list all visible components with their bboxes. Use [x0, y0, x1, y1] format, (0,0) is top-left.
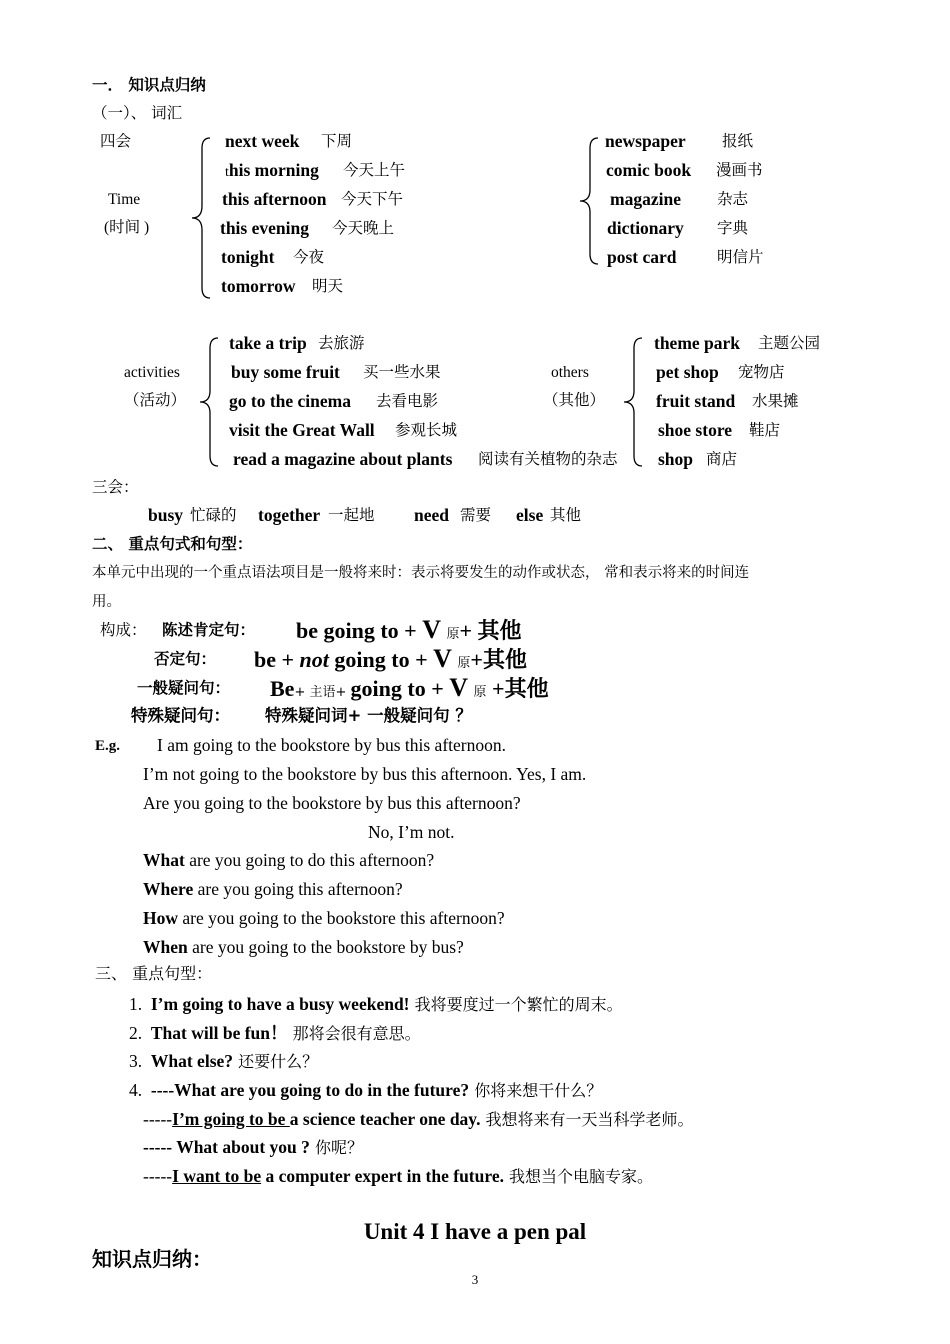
- time-item-cn: 今天晚上: [332, 219, 395, 237]
- sentence-underlined: I’m going to be: [172, 1109, 290, 1129]
- sentence-cn: 你呢？: [309, 1138, 364, 1157]
- activity-item-cn: 阅读有关植物的杂志: [478, 450, 618, 468]
- sentence-en: ----- What about you ?: [143, 1137, 310, 1157]
- page-number: 3: [471, 1272, 479, 1287]
- key-sentence: [129, 1025, 421, 1043]
- key-sentence: [129, 996, 623, 1014]
- wh-rest: are you going to the bookstore this afternoon?: [178, 908, 505, 928]
- time-item-en: tonight: [221, 247, 275, 267]
- sentence-number: 2.: [129, 1023, 143, 1043]
- time-item-cn: 今天下午: [341, 190, 404, 208]
- other-item-cn: 宠物店: [738, 363, 785, 381]
- wh-question-rule: 特殊疑问词+ 一般疑问句 ？: [265, 706, 472, 725]
- sentence-cn: 我想当个电脑专家。: [503, 1167, 654, 1186]
- verb-symbol: V: [433, 644, 452, 673]
- formula-part: going to +: [328, 647, 434, 672]
- not-word: not: [299, 647, 329, 672]
- other-item-en: theme park: [654, 333, 741, 353]
- time-item-cn: 下周: [321, 132, 353, 150]
- section-3-title: 三、 重点句型：: [95, 964, 213, 983]
- formula-part: Be: [270, 676, 295, 701]
- section-2-title: 二、 重点句式和句型：: [92, 535, 253, 553]
- four-skills-label: 四会: [100, 132, 132, 150]
- vocabulary-subtitle: （一）、 词汇: [92, 104, 183, 122]
- time-item-prefix: t: [225, 165, 229, 180]
- three-item-en: together: [258, 505, 321, 525]
- time-item-en: [225, 162, 319, 180]
- dialogue-dash: -----: [143, 1166, 173, 1186]
- activity-item-cn: 去看电影: [376, 392, 439, 410]
- activities-label: activities: [124, 364, 180, 381]
- wh-rest: are you going this afternoon?: [193, 879, 403, 899]
- other-item-en: fruit stand: [656, 391, 736, 411]
- others-label: others: [551, 364, 589, 381]
- negative-formula: [254, 646, 527, 672]
- formula-part: be +: [254, 647, 300, 672]
- unit-subtitle: 知识点归纳：: [92, 1247, 212, 1271]
- key-sentence: [143, 1139, 363, 1157]
- subject-mark: + 主语+: [294, 685, 351, 700]
- base-form-mark: 原: [457, 656, 471, 671]
- other-item-en: shoe store: [658, 420, 733, 440]
- three-skills-label: 三会：: [92, 478, 139, 496]
- sentence-number: 1.: [129, 994, 143, 1014]
- reading-item-en: post card: [607, 247, 677, 267]
- reading-item-cn: 漫画书: [716, 161, 763, 179]
- key-sentence: [129, 1082, 602, 1100]
- other-item-cn: 主题公园: [758, 334, 821, 352]
- other-item-cn: 商店: [706, 450, 738, 468]
- time-brace: [190, 138, 212, 298]
- wh-example: [143, 910, 505, 928]
- formula-part: going to +: [350, 676, 450, 701]
- verb-symbol: V: [422, 615, 441, 644]
- wh-word: How: [143, 908, 178, 928]
- key-sentence: [129, 1053, 318, 1071]
- reading-item-cn: 明信片: [717, 248, 764, 266]
- question-label: 一般疑问句：: [137, 679, 231, 697]
- example-sentence: No, I’m not.: [368, 822, 455, 842]
- base-form-mark: 原: [473, 685, 487, 700]
- reading-item-cn: 杂志: [717, 190, 749, 208]
- wh-rest: are you going to do this afternoon?: [184, 850, 435, 870]
- activities-brace: [198, 338, 220, 466]
- sentence-cn: 你将来想干什么？: [469, 1081, 603, 1100]
- reading-brace: [578, 138, 600, 264]
- wh-rest: are you going to the bookstore by bus?: [187, 937, 464, 957]
- three-item-en: need: [414, 505, 449, 525]
- wh-example: [143, 852, 434, 870]
- sentence-en: a science teacher one day.: [289, 1109, 481, 1129]
- three-item-cn: 一起地: [328, 506, 375, 524]
- activity-item-en: buy some fruit: [231, 362, 340, 382]
- three-item-cn: 需要: [460, 506, 492, 524]
- section-1-title: 一． 知识点归纳: [92, 76, 206, 94]
- formula-part: +其他: [470, 647, 527, 672]
- time-item-cn: 今天上午: [343, 161, 406, 179]
- reading-item-en: newspaper: [605, 131, 686, 151]
- dialogue-dash: -----: [143, 1109, 173, 1129]
- affirmative-label: 陈述肯定句：: [162, 621, 256, 639]
- three-item-en: else: [516, 505, 544, 525]
- time-item-en: this afternoon: [222, 189, 327, 209]
- activity-item-en: take a trip: [229, 333, 307, 353]
- sentence-en: What else?: [150, 1051, 234, 1071]
- sentence-cn: 那将会很有意思。: [287, 1024, 421, 1043]
- reading-item-en: dictionary: [607, 218, 684, 238]
- others-label-cn: （其他）: [543, 391, 606, 409]
- sentence-number: 4.: [129, 1080, 143, 1100]
- sentence-en: I’m going to have a busy weekend!: [150, 994, 410, 1014]
- activity-item-cn: 去旅游: [318, 334, 365, 352]
- three-item-en: busy: [148, 505, 184, 525]
- time-item-en: this evening: [220, 218, 309, 238]
- sentence-en: ----What are you going to do in the future?: [150, 1080, 470, 1100]
- affirmative-formula: [296, 617, 522, 643]
- activity-item-cn: 买一些水果: [363, 363, 441, 381]
- activity-item-en: visit the Great Wall: [229, 420, 375, 440]
- unit-title: Unit 4 I have a pen pal: [363, 1219, 587, 1244]
- time-label: Time: [108, 191, 141, 208]
- time-item-cn: 明天: [312, 277, 344, 295]
- reading-item-en: magazine: [610, 189, 681, 209]
- time-item-cn: 今夜: [293, 248, 325, 266]
- grammar-intro: 本单元中出现的一个重点语法项目是一般将来时：表示将要发生的动作或状态， 常和表示将来的时间连: [92, 565, 750, 581]
- wh-example: [143, 881, 403, 899]
- wh-word: Where: [143, 879, 194, 899]
- three-item-cn: 其他: [550, 506, 582, 524]
- sentence-cn: 我将要度过一个繁忙的周末。: [409, 995, 623, 1014]
- sentence-cn: 还要什么？: [233, 1052, 319, 1071]
- other-item-cn: 鞋店: [749, 421, 781, 439]
- reading-item-cn: 报纸: [722, 132, 754, 150]
- wh-question-label: 特殊疑问句：: [131, 706, 230, 725]
- other-item-en: pet shop: [656, 362, 719, 382]
- verb-symbol: V: [449, 673, 469, 702]
- structure-label: 构成：: [100, 621, 147, 639]
- activity-item-en: go to the cinema: [229, 391, 351, 411]
- example-sentence: I’m not going to the bookstore by bus this afternoon. Yes, I am.: [143, 764, 587, 784]
- key-sentence: [143, 1111, 694, 1129]
- three-item-cn: 忙碌的: [190, 506, 237, 524]
- wh-word: What: [143, 850, 185, 870]
- example-sentence: Are you going to the bookstore by bus this afternoon?: [143, 793, 521, 813]
- wh-example: [143, 939, 464, 957]
- key-sentence: [143, 1168, 653, 1186]
- time-item-rest: his morning: [228, 160, 319, 180]
- formula-part: +其他: [486, 676, 549, 701]
- question-formula: [270, 675, 549, 701]
- formula-part: be going to +: [296, 618, 423, 643]
- sentence-underlined: I want to be: [172, 1166, 262, 1186]
- grammar-intro-cont: 用。: [92, 594, 121, 610]
- sentence-en: a computer expert in the future.: [261, 1166, 504, 1186]
- sentence-cn: 我想将来有一天当科学老师。: [480, 1110, 694, 1129]
- time-item-en: next week: [225, 131, 300, 151]
- formula-part: + 其他: [459, 618, 522, 643]
- others-brace: [622, 338, 644, 466]
- activities-label-cn: （活动）: [124, 391, 187, 409]
- other-item-cn: 水果摊: [752, 392, 799, 410]
- reading-item-cn: 字典: [717, 219, 749, 237]
- time-label-cn: (时间 ): [104, 219, 150, 236]
- negative-label: 否定句：: [154, 650, 217, 668]
- time-item-en: tomorrow: [221, 276, 296, 296]
- example-label: E.g.: [95, 738, 121, 754]
- base-form-mark: 原: [446, 627, 460, 642]
- activity-item-en: read a magazine about plants: [233, 449, 453, 469]
- reading-item-en: comic book: [606, 160, 692, 180]
- activity-item-cn: 参观长城: [395, 421, 458, 439]
- sentence-number: 3.: [129, 1051, 143, 1071]
- sentence-en: That will be fun！: [150, 1023, 288, 1043]
- wh-word: When: [143, 937, 188, 957]
- example-sentence: I am going to the bookstore by bus this afternoon.: [157, 735, 506, 755]
- other-item-en: shop: [658, 449, 694, 469]
